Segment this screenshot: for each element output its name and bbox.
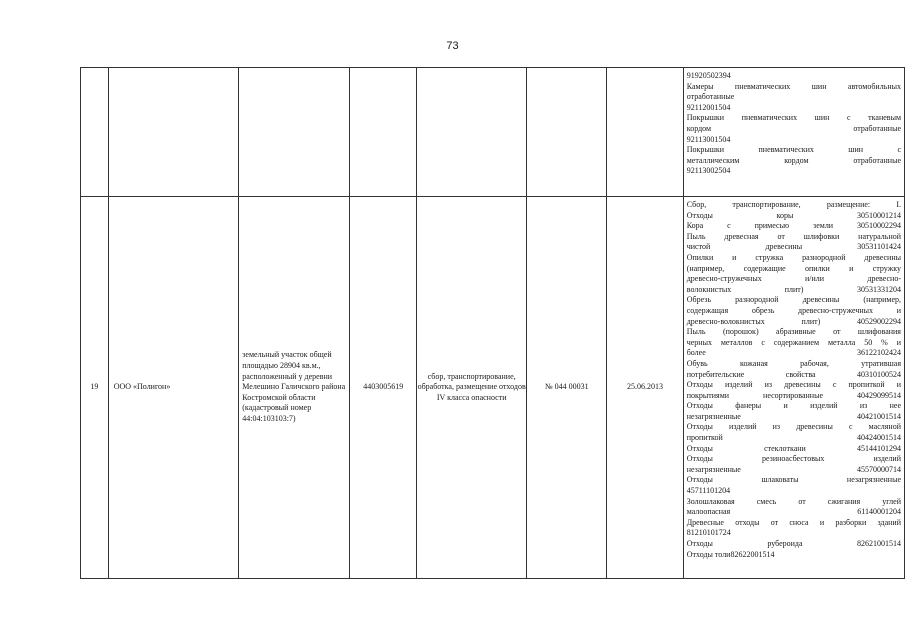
cell-land-plot xyxy=(239,68,350,197)
waste-line: Кора с примесью земли 30510002294 xyxy=(686,221,901,231)
waste-line: 81210101724 xyxy=(686,528,731,538)
waste-line: Покрышки пневматических шин с xyxy=(686,145,901,155)
waste-line: древесно-стружечных и/или древесно- xyxy=(686,274,901,284)
waste-line: отработанные xyxy=(686,92,735,102)
waste-line: Древесные отходы от сноса и разборки зданий xyxy=(686,517,901,527)
waste-line: Отходы толи82622001514 xyxy=(686,549,775,559)
waste-line: волокнистых плит) 30531331204 xyxy=(686,284,901,294)
waste-line: Сбор, транспортирование, размещение: I. xyxy=(686,200,901,209)
cell-organization xyxy=(108,68,239,197)
waste-line: Отходы фанеры и изделий из нее xyxy=(686,401,901,411)
waste-line: Отходы шлаковаты незагрязненные xyxy=(686,475,901,485)
waste-line: Отходы стеклоткани 45144101294 xyxy=(686,443,901,453)
cell-number: 19 xyxy=(81,197,109,579)
registry-table xyxy=(80,67,905,579)
waste-line: Обрезь разнородной древесины (например, xyxy=(686,295,901,305)
waste-line: 92112001504 xyxy=(686,102,731,112)
waste-line: Покрышки пневматических шин с тканевым xyxy=(686,113,901,123)
waste-line: содержащая обрезь древесно-стружечных и xyxy=(686,305,901,315)
table-row xyxy=(81,68,905,197)
waste-line: чистой древесины 30531101424 xyxy=(686,242,901,252)
waste-line: Пыль (порошок) абразивные от шлифования xyxy=(686,327,901,337)
table-row xyxy=(81,197,905,579)
cell-date xyxy=(607,68,683,197)
waste-line: малоопасная 61140001204 xyxy=(686,507,901,517)
waste-line: незагрязненные 45570000714 xyxy=(686,464,901,474)
waste-line: (например, содержащие опилки и стружку xyxy=(686,263,901,273)
cell-license xyxy=(527,68,607,197)
cell-date: 25.06.2013 xyxy=(607,197,683,579)
waste-line: незагрязненные 40421001514 xyxy=(686,411,901,421)
waste-line: 92113001504 xyxy=(686,134,731,144)
waste-line: кордом отработанные xyxy=(686,123,901,133)
waste-line: Золошлаковая смесь от сжигания углей xyxy=(686,496,901,506)
cell-number xyxy=(81,68,109,197)
cell-activity: сбор, транспортирование, обработка, размещение отходов IV класса опасности xyxy=(416,197,526,579)
waste-line: Пыль древесная от шлифовки натуральной xyxy=(686,231,901,241)
waste-line: Обувь кожаная рабочая, утратившая xyxy=(686,358,901,368)
waste-line: металлическим кордом отработанные xyxy=(686,155,901,165)
cell-land-plot: земельный участок общей площадью 28904 кв.м., расположенный у деревни Мелешино Галичского района Костромской области (кадастровый номер 44:04:103103:7) xyxy=(239,197,350,579)
waste-line: Отходы резиноасбестовых изделий xyxy=(686,454,901,464)
cell-license: № 044 00031 xyxy=(527,197,607,579)
waste-line: Камеры пневматических шин автомобильных xyxy=(686,81,901,91)
waste-line: 91920502394 xyxy=(686,71,731,80)
cell-inn: 4403005619 xyxy=(350,197,417,579)
waste-line: древесно-волокнистых плит) 40529002294 xyxy=(686,316,901,326)
waste-line: пропиткой 40424001514 xyxy=(686,433,901,443)
waste-line: более 36122102424 xyxy=(686,348,901,358)
waste-line: Отходы изделий из древесины с масляной xyxy=(686,422,901,432)
cell-organization: ООО «Полигон» xyxy=(108,197,239,579)
cell-inn xyxy=(350,68,417,197)
cell-waste-list xyxy=(683,68,904,197)
cell-waste-list xyxy=(683,197,904,579)
waste-line: 92113002504 xyxy=(686,166,731,176)
waste-line: покрытиями несортированные 40429099514 xyxy=(686,390,901,400)
waste-line: черных металлов с содержанием металла 50 % и xyxy=(686,337,901,347)
page-number: 73 xyxy=(446,40,459,52)
waste-line: Отходы изделий из древесины с пропиткой и xyxy=(686,380,901,390)
waste-line: Отходы коры 30510001214 xyxy=(686,210,901,220)
waste-line: Опилки и стружка разнородной древесины xyxy=(686,252,901,262)
waste-line: Отходы рубероида 82621001514 xyxy=(686,539,901,548)
waste-line: 45711101204 xyxy=(686,486,731,496)
cell-activity xyxy=(416,68,526,197)
waste-line: потребительские свойства 40310100524 xyxy=(686,369,901,379)
